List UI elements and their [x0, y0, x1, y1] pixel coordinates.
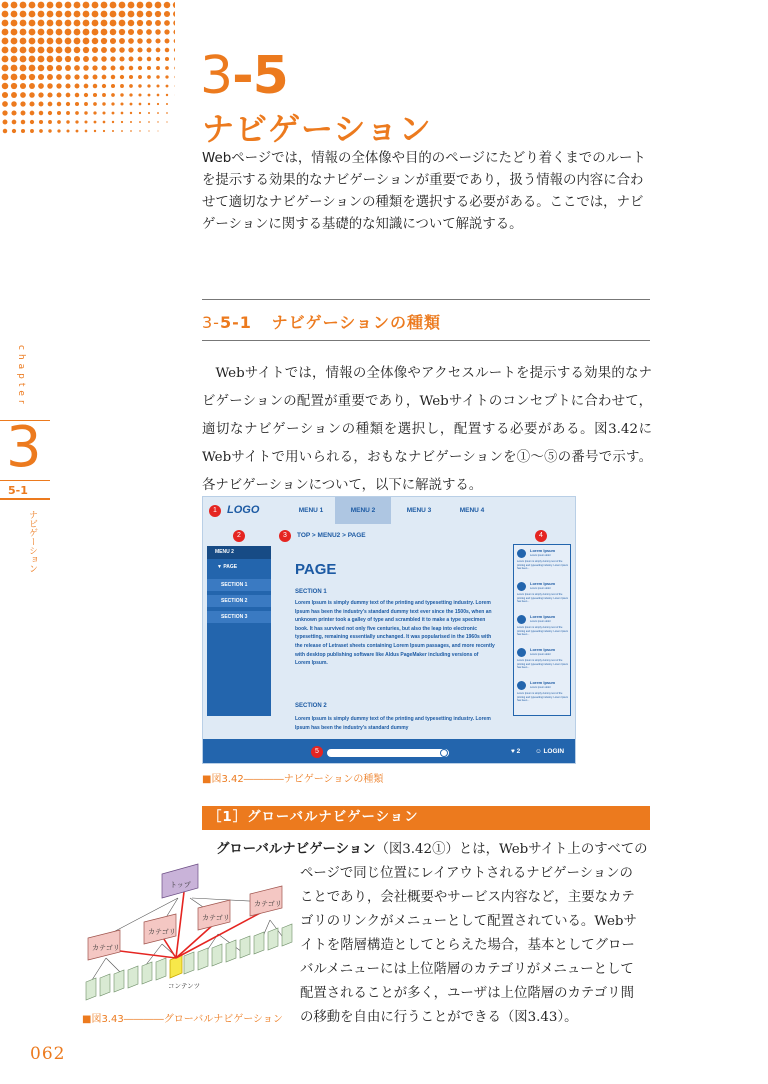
mock-section2-text: Lorem Ipsum is simply dummy text of the printing and typesetting industry. Lorem Ipsum has been the industry's standard dummy [295, 716, 491, 731]
global-nav-line: イトを階層構造としてとらえた場合，基本としてグロー [300, 938, 635, 953]
mock-card-title: Lorem Ipsum [530, 680, 556, 685]
global-nav-heading: ［1］グローバルナビゲーション [202, 806, 650, 830]
badge-3: 3 [279, 530, 291, 542]
mock-side-content [513, 544, 571, 716]
diagram-category-label: カテゴリ [92, 944, 120, 952]
mock-card [516, 613, 569, 643]
mock-card-sub: Lorem ipsum dolor [530, 686, 551, 689]
mock-card-sub: Lorem ipsum dolor [530, 653, 551, 656]
mock-card-sub: Lorem ipsum dolor [530, 587, 551, 590]
mock-section1-title: SECTION 1 [295, 589, 327, 595]
mock-side-item: MENU 2 [207, 546, 271, 559]
mock-card-title: Lorem Ipsum [530, 581, 556, 586]
figure-343-caption: ■図3.43――――グローバルナビゲーション [82, 1014, 283, 1025]
mock-breadcrumb: TOP > MENU2 > PAGE [297, 532, 366, 539]
page-number: 062 [30, 1044, 66, 1064]
side-section-bar [0, 498, 50, 500]
mock-menu-2: MENU 2 [335, 497, 391, 524]
mock-card-sub: Lorem ipsum dolor [530, 554, 551, 557]
side-divider-bottom [0, 480, 50, 481]
avatar-icon [517, 549, 526, 558]
mock-menu-4: MENU 4 [459, 507, 485, 514]
global-nav-line: ゴリのリンクがメニューとして配置されている。Webサ [300, 914, 637, 929]
side-section-number: 5-1 [8, 484, 28, 497]
intro-paragraph: Webページでは，情報の全体像や目的のページにたどり着くまでのルートを提示する効果的なナビゲーションが重要であり，扱う情報の内容に合わせて適切なナビゲーションの種類を選択する必要がある。ここでは，ナビゲーションに関する基礎的な知識について解説する。 [202, 151, 646, 232]
mock-card-text: Lorem Ipsum is simply dummy text of the printing and typesetting industry. Lorem Ipsum has been... [517, 659, 569, 670]
slider-knob-icon [440, 749, 448, 757]
avatar-icon [517, 582, 526, 591]
diagram-category-label: カテゴリ [254, 900, 282, 908]
global-nav-line: ことであり，会社概要やサービス内容など，主要なカテ [300, 890, 635, 905]
badge-1: 1 [209, 505, 221, 517]
mock-card-sub: Lorem ipsum dolor [530, 620, 551, 623]
mock-card-text: Lorem Ipsum is simply dummy text of the printing and typesetting industry. Lorem Ipsum has been... [517, 560, 569, 571]
diagram-category-label: カテゴリ [202, 914, 230, 922]
avatar-icon [517, 681, 526, 690]
mock-card-text: Lorem Ipsum is simply dummy text of the printing and typesetting industry. Lorem Ipsum has been... [517, 593, 569, 604]
mock-card-title: Lorem Ipsum [530, 548, 556, 553]
mock-section1-text: Lorem Ipsum is simply dummy text of the printing and typesetting industry. Lorem Ipsum has been the industry's standard dummy text ever since the 1500s, when an unknown printer took a galley of type and scrambled it to make a type specimen book. It has survived not only five centuries, but also the leap into electronic typesetting, remaining essentially unchanged. It was popularised in the 1960s with the release of Letraset sheets containing Lorem Ipsum passages, and more recently with desktop publishing software like Aldus PageMaker including versions of Lorem Ipsum. [295, 600, 495, 667]
mock-side-item: SECTION 1 [207, 579, 271, 592]
figure-342-caption: ■図3.42――――ナビゲーションの種類 [202, 774, 384, 785]
global-nav-line: バルメニューには上位階層のカテゴリがメニューとして [300, 962, 634, 977]
mock-card [516, 547, 569, 577]
mock-footer-count: ♥ 2 [511, 748, 521, 755]
mock-card [516, 679, 569, 709]
badge-5: 5 [311, 746, 323, 758]
side-vertical-label: ナビゲーション [27, 510, 37, 573]
mock-side-item: SECTION 3 [207, 611, 271, 624]
subsection-top-rule [202, 299, 650, 300]
mock-card-title: Lorem Ipsum [530, 647, 556, 652]
mock-side-item: ▼ PAGE [217, 564, 238, 570]
mock-footer-login: ☺ LOGIN [535, 748, 565, 755]
diagram-category-label: カテゴリ [148, 928, 176, 936]
subsection-bottom-rule [202, 340, 650, 341]
mock-section2-title: SECTION 2 [295, 703, 327, 709]
mock-logo: LOGO [227, 504, 260, 516]
side-chapter-number: 3 [6, 415, 42, 480]
subsection-heading: 3-5-1 ナビゲーションの種類 [202, 313, 441, 332]
avatar-icon [517, 648, 526, 657]
mock-card [516, 646, 569, 676]
mock-card-text: Lorem Ipsum is simply dummy text of the printing and typesetting industry. Lorem Ipsum has been... [517, 692, 569, 703]
mock-header [203, 497, 576, 524]
side-chapter-label: chapter [16, 345, 26, 408]
figure-343-hierarchy-diagram [82, 858, 298, 1008]
mock-menu-1: MENU 1 [298, 507, 324, 514]
mock-local-navigation [207, 546, 271, 716]
section-title: ナビゲーション [202, 110, 432, 148]
badge-4: 4 [535, 530, 547, 542]
mock-pagination-slider [327, 749, 449, 757]
mock-menu-3: MENU 3 [406, 507, 432, 514]
diagram-content-label: コンテンツ [168, 982, 201, 990]
mock-card-title: Lorem Ipsum [530, 614, 556, 619]
subsection-paragraph: Webサイトでは，情報の全体像やアクセスルートを提示する効果的なナビゲーションの配置が重要であり，Webサイトのコンセプトに合わせて，適切なナビゲーションの種類を選択し，配置する必要がある。図3.42にWebサイトで用いられる，おもなナビゲーションを①〜⑤の番号で示す。各ナビゲーションについて，以下に解説する。 [202, 366, 652, 493]
mock-card-text: Lorem Ipsum is simply dummy text of the printing and typesetting industry. Lorem Ipsum has been... [517, 626, 569, 637]
mock-footer [203, 739, 576, 764]
diagram-top-label: トップ [170, 881, 191, 889]
badge-2: 2 [233, 530, 245, 542]
global-nav-line: の移動を自由に行うことができる（図3.43）。 [300, 1010, 578, 1025]
global-nav-line-1: グローバルナビゲーション（図3.42①）とは，Webサイト上のすべての [216, 842, 648, 857]
figure-342-website-mockup [202, 496, 576, 764]
dot-pattern-decoration [0, 0, 175, 135]
mock-card [516, 580, 569, 610]
global-nav-line: ページで同じ位置にレイアウトされるナビゲーションの [300, 866, 633, 881]
section-number: 3-5 [200, 46, 288, 106]
mock-side-item: SECTION 2 [207, 595, 271, 608]
avatar-icon [517, 615, 526, 624]
mock-page-title: PAGE [295, 561, 337, 578]
global-nav-line: 配置されることが多く，ユーザは上位階層のカテゴリ間 [300, 986, 634, 1001]
